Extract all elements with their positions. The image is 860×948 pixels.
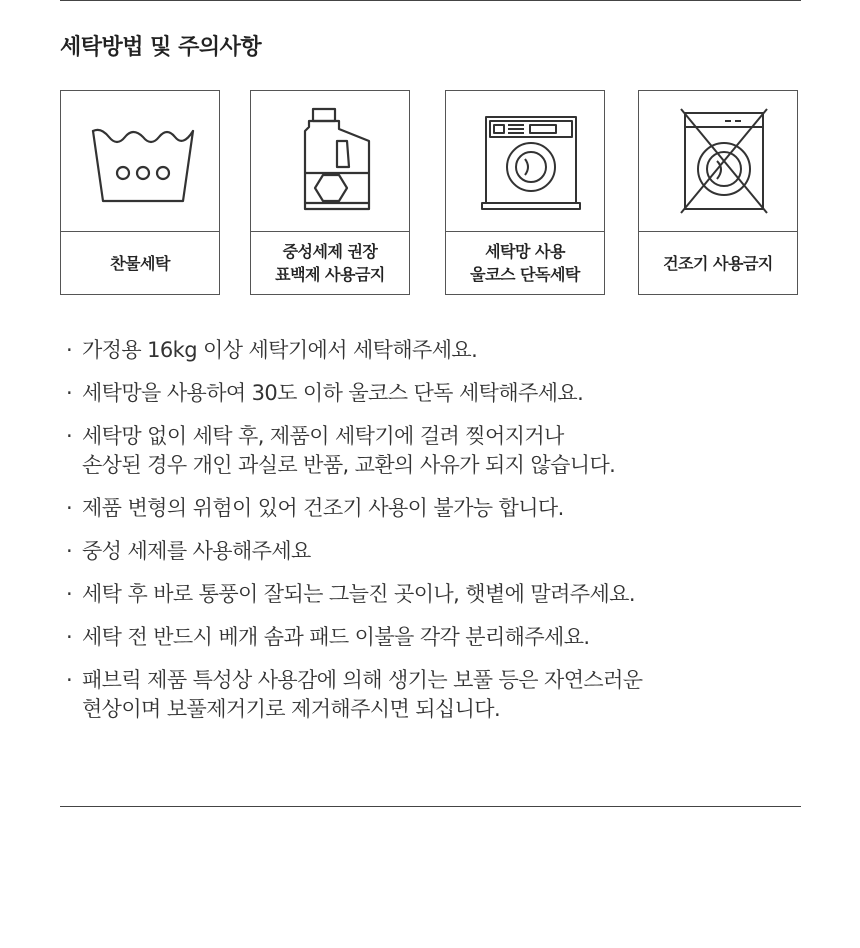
bullet: · (66, 539, 73, 563)
no-dryer-icon (639, 91, 799, 231)
list-item (66, 623, 642, 652)
care-card-cold-wash (60, 90, 220, 295)
bullet: · (66, 381, 73, 405)
list-item (66, 422, 642, 480)
care-card-no-dryer (638, 90, 798, 295)
list-item (66, 666, 642, 724)
bullet: · (66, 338, 73, 362)
bullet: · (66, 668, 73, 692)
top-divider (60, 0, 801, 1)
list-item (66, 537, 642, 566)
note-text: 가정용 16kg 이상 세탁기에서 세탁해주세요. (82, 338, 478, 362)
bullet: · (66, 496, 73, 520)
note-text: 세탁 후 바로 통풍이 잘되는 그늘진 곳이나, 햇볕에 말려주세요. (82, 582, 635, 606)
note-text: 중성 세제를 사용해주세요 (82, 539, 311, 563)
bottom-divider (60, 806, 801, 807)
hand-wash-basin-icon (61, 91, 221, 231)
care-label: 찬물세탁 (110, 253, 170, 273)
bullet: · (66, 625, 73, 649)
care-label: 건조기 사용금지 (663, 253, 773, 273)
care-card-wool-course (445, 90, 605, 295)
list-item (66, 580, 642, 609)
note-text: 제품 변형의 위험이 있어 건조기 사용이 불가능 합니다. (82, 496, 564, 520)
note-text: 세탁망을 사용하여 30도 이하 울코스 단독 세탁해주세요. (82, 381, 584, 405)
detergent-bottle-icon (251, 91, 411, 231)
note-text: 패브릭 제품 특성상 사용감에 의해 생기는 보풀 등은 자연스러운 현상이며 보풀제거기로 제거해주시면 되십니다. (82, 668, 643, 721)
care-notes-list (66, 336, 642, 738)
note-text: 세탁망 없이 세탁 후, 제품이 세탁기에 걸려 찢어지거나 손상된 경우 개인 과실로 반품, 교환의 사유가 되지 않습니다. (82, 424, 616, 477)
washing-machine-icon (446, 91, 606, 231)
bullet: · (66, 582, 73, 606)
section-title: 세탁방법 및 주의사항 (60, 35, 262, 60)
care-label: 중성세제 권장 표백제 사용금지 (275, 242, 385, 284)
note-text: 세탁 전 반드시 베개 솜과 패드 이불을 각각 분리해주세요. (82, 625, 590, 649)
care-card-detergent (250, 90, 410, 295)
list-item (66, 336, 642, 365)
list-item (66, 494, 642, 523)
list-item (66, 379, 642, 408)
bullet: · (66, 424, 73, 448)
care-label: 세탁망 사용 울코스 단독세탁 (470, 242, 580, 284)
